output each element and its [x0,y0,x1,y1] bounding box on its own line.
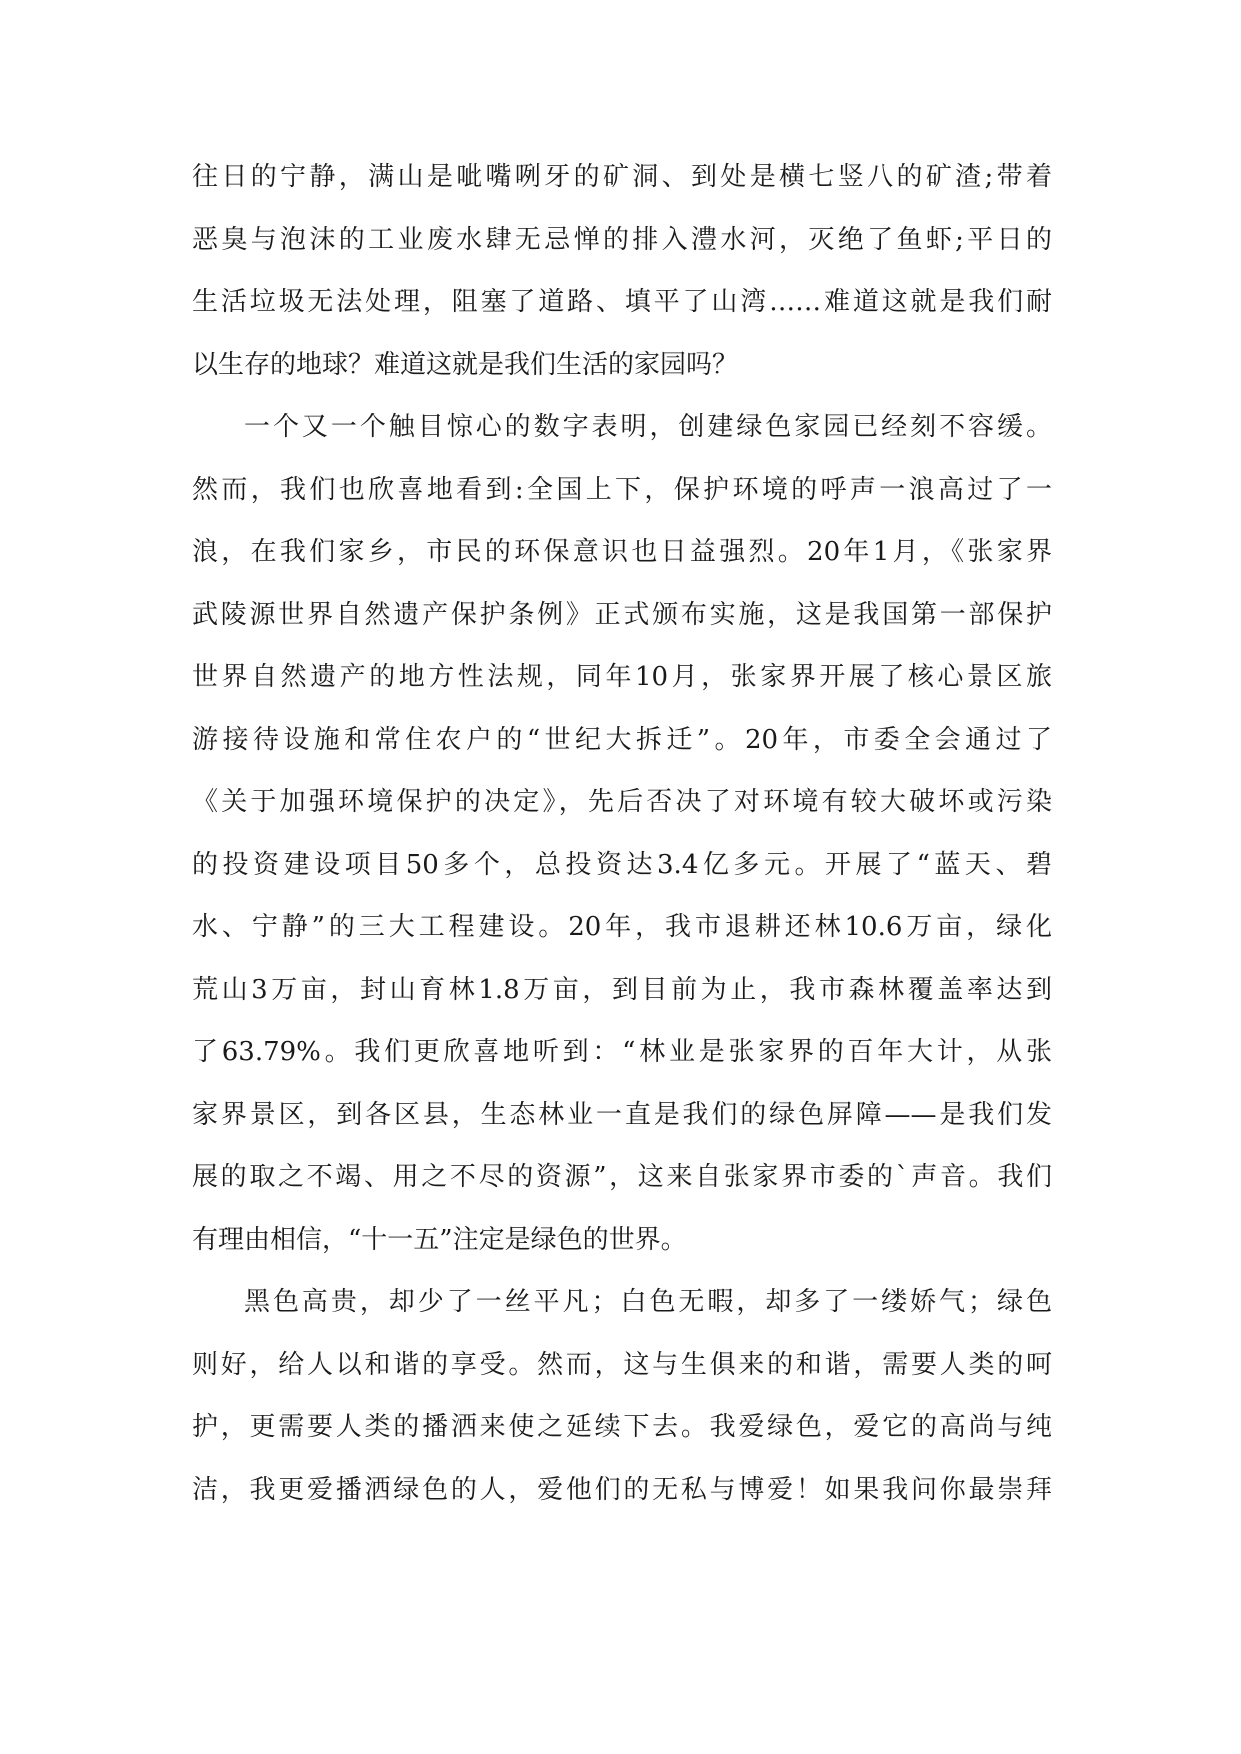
text-line: 的投资建设项目50多个，总投资达3.4亿多元。开展了“蓝天、碧 [192,849,1052,880]
text-line: 武陵源世界自然遗产保护条例》正式颁布实施，这是我国第一部保护 [192,599,1052,630]
paragraph-start-line: 黑色高贵，却少了一丝平凡；白色无暇，却多了一缕娇气；绿色 [244,1287,1052,1317]
text-line: 《关于加强环境保护的决定》，先后否决了对环境有较大破坏或污染 [192,787,1052,817]
text-line: 荒山3万亩，封山育林1.8万亩，到目前为止，我市森林覆盖率达到 [192,974,1052,1005]
text-line: 水、宁静”的三大工程建设。20年，我市退耕还林10.6万亩，绿化 [192,912,1052,942]
text-line: 有理由相信，“十一五”注定是绿色的世界。 [192,1224,687,1255]
text-line: 护，更需要人类的播洒来使之延续下去。我爱绿色，爱它的高尚与纯 [192,1412,1052,1442]
text-line: 世界自然遗产的地方性法规，同年10月，张家界开展了核心景区旅 [192,662,1052,692]
text-line: 则好，给人以和谐的享受。然而，这与生俱来的和谐，需要人类的呵 [192,1349,1052,1380]
text-line: 洁，我更爱播洒绿色的人，爱他们的无私与博爱！如果我问你最崇拜 [192,1474,1052,1505]
body-text [192,155,1052,1530]
text-line: 了63.79%。我们更欣喜地听到：“林业是张家界的百年大计，从张 [192,1037,1052,1067]
text-line: 以生存的地球？难道这就是我们生活的家园吗？ [192,349,739,380]
text-line: 浪，在我们家乡，市民的环保意识也日益强烈。20年1月，《张家界 [192,537,1052,567]
text-line: 游接待设施和常住农户的“世纪大拆迁”。20年，市委全会通过了 [192,724,1052,755]
text-line: 往日的宁静，满山是呲嘴咧牙的矿洞、到处是横七竖八的矿渣;带着 [192,162,1052,192]
paragraph-start-line: 一个又一个触目惊心的数字表明，创建绿色家园已经刻不容缓。 [244,412,1052,442]
text-line: 展的取之不竭、用之不尽的资源”，这来自张家界市委的`声音。我们 [192,1162,1052,1192]
text-line: 家界景区，到各区县，生态林业一直是我们的绿色屏障——是我们发 [192,1099,1052,1130]
text-line: 生活垃圾无法处理，阻塞了道路、填平了山湾……难道这就是我们耐 [192,287,1052,317]
text-line: 然而，我们也欣喜地看到:全国上下，保护环境的呼声一浪高过了一 [192,474,1052,505]
text-line: 恶臭与泡沫的工业废水肆无忌惮的排入澧水河，灭绝了鱼虾;平日的 [192,224,1052,255]
